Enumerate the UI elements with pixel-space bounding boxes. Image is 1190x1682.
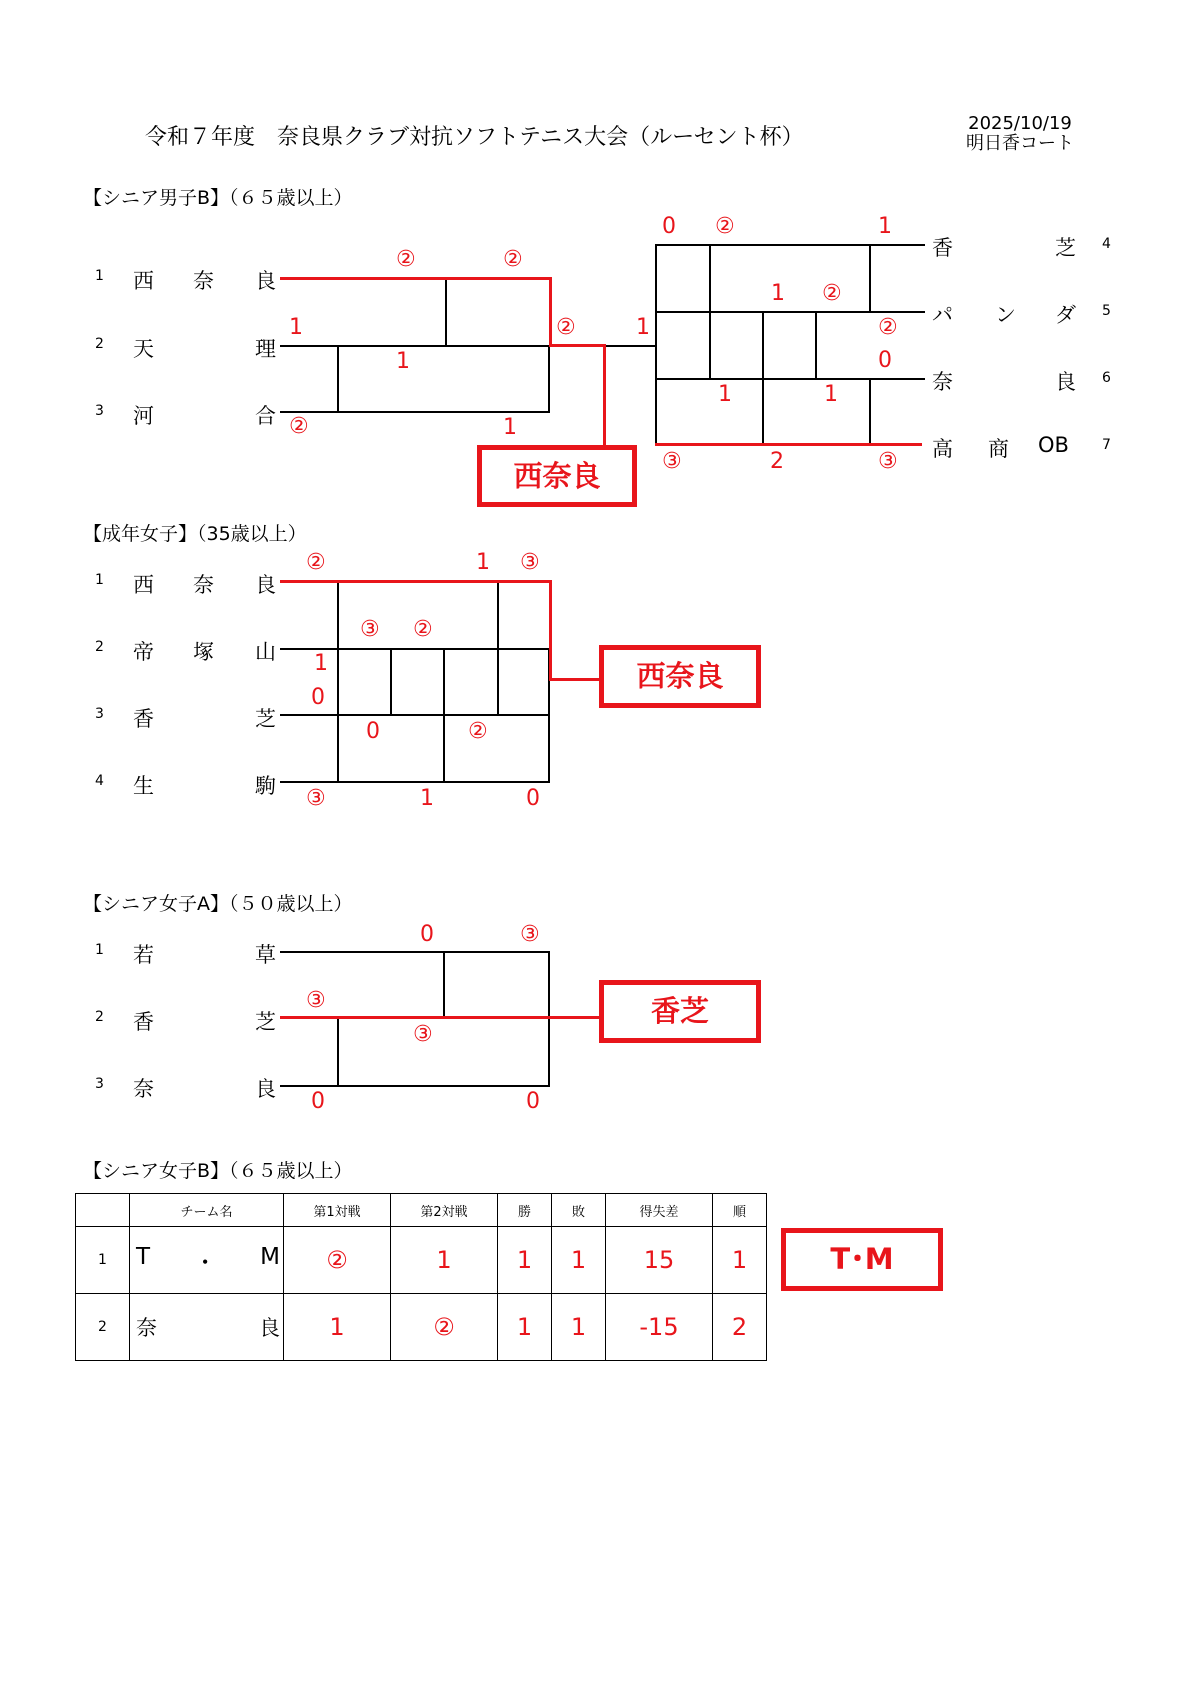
score: 1 [289, 315, 303, 340]
team-name-char: 香 [932, 236, 953, 260]
bracket-line [655, 244, 925, 246]
score: 1 [396, 349, 410, 374]
score: 0 [878, 348, 892, 373]
bracket-line [280, 951, 550, 953]
score: ② [715, 214, 735, 239]
team-name-cell [130, 1227, 284, 1294]
score: ② [396, 247, 416, 272]
score: ③ [306, 988, 326, 1013]
bracket-line [280, 1085, 550, 1087]
score: 2 [770, 449, 784, 474]
winner-path [655, 443, 922, 446]
bracket-line [497, 582, 499, 715]
wins-cell: 1 [498, 1294, 552, 1361]
team-name-char: 山 [255, 640, 276, 664]
team-name-char: 芝 [255, 1010, 276, 1034]
winner-box: T･M [781, 1228, 943, 1291]
winner-box: 香芝 [599, 980, 761, 1043]
score: ③ [520, 550, 540, 575]
bracket-line [280, 345, 550, 347]
score: 1 [771, 281, 785, 306]
team-name-char: 良 [259, 1316, 280, 1340]
winner-path [280, 277, 552, 280]
team-name-cell [130, 1294, 284, 1361]
losses-cell: 1 [552, 1294, 606, 1361]
round-robin-table [75, 1193, 767, 1361]
team-name-char: M [260, 1243, 280, 1270]
team-number: 2 [95, 639, 104, 655]
team-name-char: 理 [255, 337, 276, 361]
team-number: 3 [95, 1076, 104, 1092]
team-number: 7 [1102, 437, 1111, 453]
header-cell [76, 1194, 130, 1227]
score: ② [468, 719, 488, 744]
score: ② [289, 414, 309, 439]
bracket-line [709, 244, 711, 379]
score: 1 [824, 382, 838, 407]
bracket-line [280, 714, 550, 716]
header-cell: 順 [713, 1194, 767, 1227]
team-number: 1 [95, 572, 104, 588]
team-number: 6 [1102, 370, 1111, 386]
team-name-char: 奈 [136, 1316, 157, 1340]
team-name-char: 西 [133, 269, 154, 293]
bracket-line [445, 279, 447, 346]
losses-cell: 1 [552, 1227, 606, 1294]
team-name-char: 生 [133, 774, 154, 798]
table-row [76, 1294, 767, 1361]
section-heading-senior-women-b: 【シニア女子B】（６５歳以上） [83, 1160, 353, 1182]
score: ② [822, 281, 842, 306]
row-number: 1 [76, 1227, 130, 1294]
bracket-line [655, 311, 925, 313]
score: ② [556, 315, 576, 340]
score: 1 [636, 315, 650, 340]
team-name-char: 駒 [255, 774, 276, 798]
team-name-char: ・ [193, 1249, 217, 1276]
team-number: 4 [1102, 236, 1111, 252]
date: 2025/10/19 [968, 113, 1072, 134]
score: ② [503, 247, 523, 272]
match-1-score: ② [284, 1227, 391, 1294]
team-name-char: 帝 [133, 640, 154, 664]
score: ③ [413, 1022, 433, 1047]
winner-path [603, 344, 606, 446]
score: 1 [420, 786, 434, 811]
team-name-char: T [136, 1243, 151, 1270]
winner-path [549, 277, 552, 347]
team-name-char: 奈 [193, 269, 214, 293]
team-name-char: 奈 [932, 370, 953, 394]
page-title: 令和７年度 奈良県クラブ対抗ソフトテニス大会（ルーセント杯） [145, 125, 804, 150]
winner-path [549, 344, 606, 347]
winner-box: 西奈良 [477, 445, 637, 507]
score: 0 [311, 1089, 325, 1114]
team-number: 2 [95, 336, 104, 352]
score: 1 [314, 651, 328, 676]
section-heading-senior-women-a: 【シニア女子A】（５０歳以上） [83, 893, 353, 915]
team-name-char: 商 [988, 437, 1009, 461]
score: 1 [503, 415, 517, 440]
team-name-char: ン [995, 303, 1016, 327]
team-name-char: 香 [133, 707, 154, 731]
bracket-line [869, 244, 871, 312]
match-1-score: 1 [284, 1294, 391, 1361]
team-name-char: 草 [255, 943, 276, 967]
team-name-char: 良 [255, 1077, 276, 1101]
bracket-line [337, 582, 339, 782]
team-name-char: 良 [255, 573, 276, 597]
match-2-score: ② [391, 1294, 498, 1361]
bracket-line [443, 648, 445, 783]
rank-cell: 2 [713, 1294, 767, 1361]
header-cell: 第2対戦 [391, 1194, 498, 1227]
header-cell: 敗 [552, 1194, 606, 1227]
section-heading-senior-men-b: 【シニア男子B】（６５歳以上） [83, 187, 353, 209]
wins-cell: 1 [498, 1227, 552, 1294]
date-venue [960, 114, 1080, 154]
team-name-char: 香 [133, 1010, 154, 1034]
team-name-char: 高 [932, 437, 953, 461]
bracket-line [280, 648, 550, 650]
winner-path [280, 1016, 601, 1019]
score: ③ [878, 449, 898, 474]
winner-path [549, 678, 601, 681]
bracket-line [869, 378, 871, 446]
bracket-line [280, 781, 550, 783]
score: ③ [360, 617, 380, 642]
bracket-line [390, 648, 392, 715]
bracket-line [655, 244, 657, 446]
point-diff-cell: 15 [606, 1227, 713, 1294]
score: 1 [476, 550, 490, 575]
team-name-char: 奈 [193, 573, 214, 597]
team-name-char: 塚 [193, 640, 214, 664]
row-number: 2 [76, 1294, 130, 1361]
bracket-line [337, 345, 339, 413]
header-cell: チーム名 [130, 1194, 284, 1227]
score: 0 [420, 922, 434, 947]
team-number: 4 [95, 773, 104, 789]
point-diff-cell: -15 [606, 1294, 713, 1361]
score: ② [878, 315, 898, 340]
bracket-line [548, 951, 550, 1087]
team-name-char: 奈 [133, 1077, 154, 1101]
match-2-score: 1 [391, 1227, 498, 1294]
bracket-line [443, 951, 445, 1019]
score: 0 [662, 214, 676, 239]
venue: 明日香コート [966, 133, 1074, 154]
bracket-line [655, 378, 925, 380]
team-name-char: 良 [255, 269, 276, 293]
score: 0 [526, 1089, 540, 1114]
table-header-row [76, 1194, 767, 1227]
score: 0 [526, 786, 540, 811]
team-number: 3 [95, 403, 104, 419]
score: ③ [306, 786, 326, 811]
rank-cell: 1 [713, 1227, 767, 1294]
score: 0 [366, 719, 380, 744]
score: ② [306, 550, 326, 575]
bracket-line [762, 311, 764, 446]
score: ③ [520, 922, 540, 947]
score: ③ [662, 449, 682, 474]
score: 1 [718, 382, 732, 407]
team-name-char: 若 [133, 943, 154, 967]
bracket-line [280, 411, 550, 413]
bracket-line [548, 345, 550, 413]
table-row [76, 1227, 767, 1294]
header-cell: 得失差 [606, 1194, 713, 1227]
team-name-char: ダ [1055, 303, 1076, 327]
team-name-char: 芝 [1055, 236, 1076, 260]
score: 0 [311, 685, 325, 710]
team-name-char: 西 [133, 573, 154, 597]
team-name-char: 合 [255, 404, 276, 428]
score: 1 [878, 214, 892, 239]
score: ② [413, 617, 433, 642]
team-name-char: 天 [133, 337, 154, 361]
winner-box: 西奈良 [599, 645, 761, 708]
section-heading-adult-women: 【成年女子】（35歳以上） [83, 523, 307, 545]
bracket-line [815, 311, 817, 379]
team-number: 5 [1102, 303, 1111, 319]
header-cell: 勝 [498, 1194, 552, 1227]
team-number: 1 [95, 268, 104, 284]
winner-path [280, 580, 552, 583]
winner-path [549, 580, 552, 681]
team-name-char: 良 [1055, 370, 1076, 394]
team-name-char: 芝 [255, 707, 276, 731]
team-number: 1 [95, 942, 104, 958]
team-number: 3 [95, 706, 104, 722]
header-cell: 第1対戦 [284, 1194, 391, 1227]
team-number: 2 [95, 1009, 104, 1025]
team-name-char: パ [932, 303, 953, 327]
bracket-line [337, 1018, 339, 1087]
team-name-char: OB [1038, 433, 1069, 457]
team-name-char: 河 [133, 404, 154, 428]
